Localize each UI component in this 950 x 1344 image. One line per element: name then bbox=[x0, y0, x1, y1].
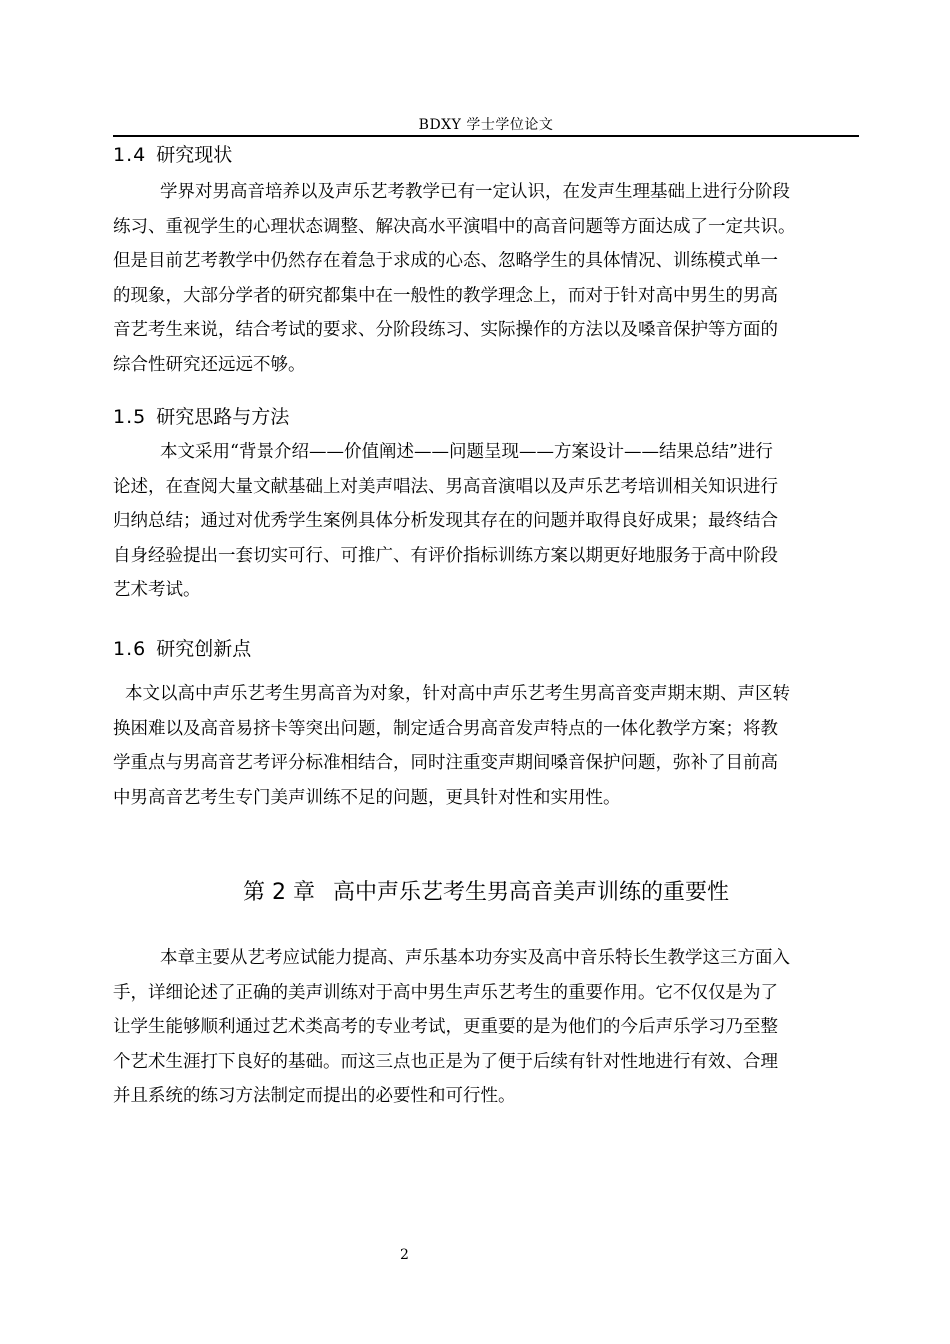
section-heading-1-4 bbox=[113, 142, 232, 168]
section-heading-1-5 bbox=[113, 404, 289, 430]
paragraph-line: 的现象，大部分学者的研究都集中在一般性的教学理念上，而对于针对高中男生的男高 bbox=[113, 285, 778, 306]
section-1-4-paragraph bbox=[113, 175, 796, 382]
paragraph-line: 练习、重视学生的心理状态调整、解决高水平演唱中的高音问题等方面达成了一定共识。 bbox=[113, 216, 796, 237]
paragraph-line: 艺术考试。 bbox=[113, 580, 201, 600]
section-number: 1.5 bbox=[113, 406, 147, 428]
paragraph-line: 换困难以及高音易挤卡等突出问题，制定适合男高音发声特点的一体化教学方案；将教 bbox=[113, 718, 778, 739]
chapter-title-text: 高中声乐艺考生男高音美声训练的重要性 bbox=[332, 880, 729, 905]
paragraph-line: 音艺考生来说，结合考试的要求、分阶段练习、实际操作的方法以及嗓音保护等方面的 bbox=[113, 320, 778, 340]
section-1-5-paragraph bbox=[113, 435, 778, 608]
chapter-number: 第 2 章 bbox=[243, 880, 315, 905]
paragraph-line: 综合性研究还远远不够。 bbox=[113, 354, 306, 375]
chapter-2-paragraph bbox=[113, 941, 790, 1114]
paragraph-line: 自身经验提出一套切实可行、可推广、有评价指标训练方案以期更好地服务于高中阶段 bbox=[113, 545, 778, 566]
paragraph-line: 手，详细论述了正确的美声训练对于高中男生声乐艺考生的重要作用。它不仅仅是为了 bbox=[113, 982, 778, 1003]
header-rule bbox=[113, 135, 859, 137]
paragraph-line: 让学生能够顺利通过艺术类高考的专业考试，更重要的是为他们的今后声乐学习乃至整 bbox=[113, 1017, 778, 1037]
paragraph-line: 个艺术生涯打下良好的基础。而这三点也正是为了便于后续有针对性地进行有效、合理 bbox=[113, 1051, 778, 1072]
section-heading-1-6 bbox=[113, 636, 251, 662]
paragraph-line: 本文以高中声乐艺考生男高音为对象，针对高中声乐艺考生男高音变声期末期、声区转 bbox=[125, 684, 790, 704]
section-title: 研究现状 bbox=[156, 144, 233, 166]
section-number: 1.4 bbox=[113, 144, 147, 166]
running-header: BDXY 学士学位论文 bbox=[418, 117, 554, 133]
section-number: 1.6 bbox=[113, 638, 147, 660]
paragraph-line: 学重点与男高音艺考评分标准相结合，同时注重变声期间嗓音保护问题，弥补了目前高 bbox=[113, 753, 778, 773]
paragraph-line: 学界对男高音培养以及声乐艺考教学已有一定认识，在发声生理基础上进行分阶段 bbox=[160, 182, 790, 202]
paragraph-line: 并且系统的练习方法制定而提出的必要性和可行性。 bbox=[113, 1086, 516, 1106]
paragraph-line: 本文采用“背景介绍——价值阐述——问题呈现——方案设计——结果总结”进行 bbox=[160, 442, 773, 462]
chapter-title bbox=[113, 878, 859, 908]
paragraph-line: 中男高音艺考生专门美声训练不足的问题，更具针对性和实用性。 bbox=[113, 787, 621, 808]
section-title: 研究创新点 bbox=[156, 638, 252, 660]
page-number: 2 bbox=[400, 1247, 409, 1263]
section-1-6-paragraph bbox=[113, 677, 790, 815]
paragraph-line: 归纳总结；通过对优秀学生案例具体分析发现其存在的问题并取得良好成果；最终结合 bbox=[113, 511, 778, 531]
paragraph-line: 本章主要从艺考应试能力提高、声乐基本功夯实及高中音乐特长生教学这三方面入 bbox=[160, 948, 790, 968]
paragraph-line: 但是目前艺考教学中仍然存在着急于求成的心态、忽略学生的具体情况、训练模式单一 bbox=[113, 251, 778, 271]
paragraph-line: 论述，在查阅大量文献基础上对美声唱法、男高音演唱以及声乐艺考培训相关知识进行 bbox=[113, 476, 778, 497]
section-title: 研究思路与方法 bbox=[156, 406, 290, 428]
